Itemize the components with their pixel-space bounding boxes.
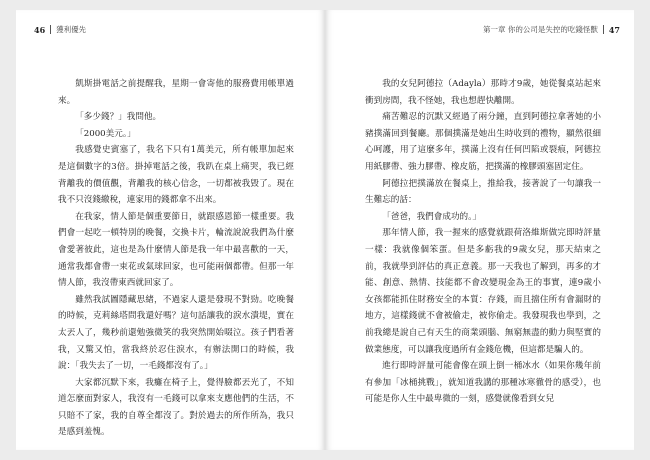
paragraph: 進行即時評量可能會像在頭上倒一桶冰水（如果你幾年前有參加「冰桶挑戰」，就知道我講的那種冰寒徹骨的感受），也可能是你人生中最卑微的一刻，感覺就像看到女兒 bbox=[365, 361, 601, 405]
paragraph: 在我家，情人節是個重要節日，就跟感恩節一樣重要。我們會一起吃一頓特別的晚餐，交換卡片，輪流說說我們為什麼會愛著彼此，這也是為什麼情人節是我一年中最喜歡的一天，通常我都會帶一束花或氣球回家，也可能兩個都帶。但那一年情人節，我沒帶東西就回家了。 bbox=[58, 211, 294, 289]
paragraph: 「爸爸，我們會成功的。」 bbox=[382, 211, 482, 222]
right-page-header bbox=[483, 24, 620, 35]
page-number: 46 bbox=[34, 24, 46, 35]
page-number: 47 bbox=[608, 24, 620, 35]
left-page bbox=[16, 10, 325, 450]
left-page-body bbox=[58, 76, 294, 441]
header-divider bbox=[50, 25, 51, 34]
left-page-header bbox=[34, 24, 86, 35]
paragraph: 痛苦難忍的沉默又經過了兩分鐘，直到阿德拉拿著她的小豬撲滿回到餐廳。那個撲滿是她出生時收到的禮物，顯然很細心呵護，用了這麼多年，撲滿上沒有任何凹陷或裂痕，阿德拉用紙膠帶、強力膠帶、橡皮筋，把撲滿的橡膠頭塞固定住。 bbox=[365, 112, 601, 172]
running-head: 第一章 你的公司是失控的吃錢怪獸 bbox=[482, 25, 598, 34]
right-page-body bbox=[365, 76, 601, 408]
header-divider bbox=[603, 25, 604, 34]
paragraph: 「多少錢？」我問他。 bbox=[75, 112, 162, 123]
book-spread bbox=[16, 10, 634, 450]
paragraph: 阿德拉把撲滿放在餐桌上，推給我，接著說了一句讓我一生難忘的話： bbox=[365, 178, 601, 206]
right-page bbox=[325, 10, 634, 450]
paragraph: 我的女兒阿德拉（Adayla）那時才9歲，她從餐桌站起來衝到房間，我不怪她，我也想趕快離開。 bbox=[365, 79, 601, 106]
paragraph: 「2000美元。」 bbox=[75, 128, 136, 139]
paragraph: 雖然我試圖隱藏思緒，不過家人還是發現不對勁。吃晚餐的時候，克莉絲塔問我還好嗎？這句話讓我的淚水潰堤，實在太丟人了，幾秒前還勉強微笑的我突然開始啜泣。孩子們看著我，又驚又怕，當我終於忍住淚水，有辦法開口的時候，我說：「我失去了一切，一毛錢都沒有了。」 bbox=[58, 294, 294, 372]
paragraph: 我感覺史賓塞了，我名下只有1萬美元，所有帳單加起來是這個數字的3倍。掛掉電話之後，我趴在桌上痛哭，我已經背離我的價值觀，背離我的核心信念，一切都被我毀了。現在我不只沒錢繳稅，連家用的錢都拿不出來。 bbox=[58, 145, 294, 206]
running-head: 獲利優先 bbox=[56, 25, 87, 34]
paragraph: 那年情人節，我一握來的感覺就跟荷洛維斯做完即時評量一樣：我就像個笨蛋。但是多虧我的9歲女兒，那天結束之前，我就學到評估的真正意義。那一天我也了解到，再多的才能、創意、熱情、技能都不會改變現金為王的事實，連9歲小女孩都能抓住財務安全的本質：存錢，而且擋住所有會漏財的地方，這樣錢就不會被偷走，被你偷走。我發現我也學到，之前我總是說自己有天生的商業頭腦、無窮無盡的動力與堅實的做業態度，可以讓我度過所有金錢危機，但這都是騙人的。 bbox=[365, 228, 601, 355]
paragraph: 凱斯掛電話之前提醒我，星期一會寄他的服務費用帳單過來。 bbox=[58, 79, 294, 106]
paragraph: 大家都沉默下來，我癱在椅子上，覺得臉都丟光了，不知道怎麼面對家人，我沒有一毛錢可以拿來支應他們的生活，不只賠不了家，我的自尊全都沒了。對於過去的所作所為，我只是感到羞愧。 bbox=[58, 377, 294, 438]
